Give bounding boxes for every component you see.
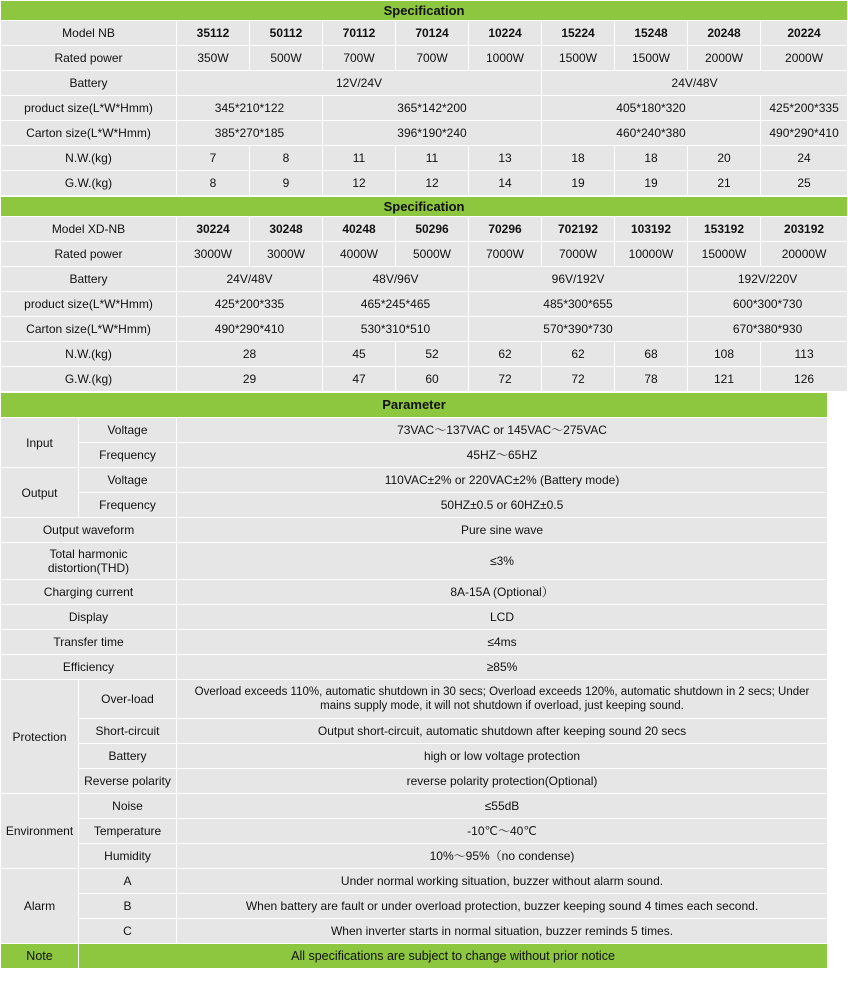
row-label: Battery bbox=[1, 71, 177, 96]
row-label: Carton size(L*W*Hmm) bbox=[1, 317, 177, 342]
table-row bbox=[1, 744, 828, 769]
value-cell: 50HZ±0.5 or 60HZ±0.5 bbox=[177, 493, 828, 518]
value-cell: ≤55dB bbox=[177, 794, 828, 819]
nw-cell: 62 bbox=[469, 342, 542, 367]
value-cell: Overload exceeds 110%, automatic shutdown in 30 secs; Overload exceeds 120%, automatic shutdown in 2 secs; Under mains supply mode, it will not shutdown if overload, just keeping sound. bbox=[177, 680, 828, 719]
gw-cell: 12 bbox=[396, 171, 469, 196]
row-label: Short-circuit bbox=[79, 719, 177, 744]
table-row bbox=[1, 468, 828, 493]
row-label: Total harmonic distortion(THD) bbox=[1, 543, 177, 580]
gw-cell: 29 bbox=[177, 367, 323, 392]
value-cell: 73VAC～137VAC or 145VAC～275VAC bbox=[177, 418, 828, 443]
parameter-title: Parameter bbox=[1, 393, 828, 418]
value-cell: reverse polarity protection(Optional) bbox=[177, 769, 828, 794]
spec-title: Specification bbox=[1, 1, 848, 21]
table-row bbox=[1, 869, 828, 894]
value-cell: LCD bbox=[177, 605, 828, 630]
model-cell: 702192 bbox=[542, 217, 615, 242]
size-cell: 405*180*320 bbox=[542, 96, 761, 121]
carton-cell: 490*290*410 bbox=[177, 317, 323, 342]
group-label-alarm: Alarm bbox=[1, 869, 79, 944]
nw-cell: 11 bbox=[396, 146, 469, 171]
table-row bbox=[1, 655, 828, 680]
gw-cell: 25 bbox=[761, 171, 848, 196]
carton-cell: 570*390*730 bbox=[469, 317, 688, 342]
nw-cell: 68 bbox=[615, 342, 688, 367]
table-row bbox=[1, 367, 848, 392]
row-label: Frequency bbox=[79, 443, 177, 468]
value-cell: Pure sine wave bbox=[177, 518, 828, 543]
row-label: Transfer time bbox=[1, 630, 177, 655]
size-cell: 485*300*655 bbox=[469, 292, 688, 317]
value-cell: 110VAC±2% or 220VAC±2% (Battery mode) bbox=[177, 468, 828, 493]
row-label: Output waveform bbox=[1, 518, 177, 543]
size-cell: 425*200*335 bbox=[761, 96, 848, 121]
value-cell: 45HZ～65HZ bbox=[177, 443, 828, 468]
nw-cell: 7 bbox=[177, 146, 250, 171]
gw-cell: 12 bbox=[323, 171, 396, 196]
table-row bbox=[1, 719, 828, 744]
row-label: Over-load bbox=[79, 680, 177, 719]
table-row bbox=[1, 267, 848, 292]
table-row bbox=[1, 894, 828, 919]
row-label: Temperature bbox=[79, 819, 177, 844]
battery-cell: 24V/48V bbox=[177, 267, 323, 292]
battery-cell: 48V/96V bbox=[323, 267, 469, 292]
model-cell: 20248 bbox=[688, 21, 761, 46]
table-row bbox=[1, 242, 848, 267]
table-row bbox=[1, 121, 848, 146]
size-cell: 425*200*335 bbox=[177, 292, 323, 317]
power-cell: 3000W bbox=[250, 242, 323, 267]
table-row bbox=[1, 580, 828, 605]
nw-cell: 62 bbox=[542, 342, 615, 367]
power-cell: 700W bbox=[323, 46, 396, 71]
group-label-input: Input bbox=[1, 418, 79, 468]
row-label: Frequency bbox=[79, 493, 177, 518]
model-cell: 10224 bbox=[469, 21, 542, 46]
table-row bbox=[1, 71, 848, 96]
model-cell: 15224 bbox=[542, 21, 615, 46]
battery-cell: 192V/220V bbox=[688, 267, 848, 292]
size-cell: 465*245*465 bbox=[323, 292, 469, 317]
value-cell: Output short-circuit, automatic shutdown after keeping sound 20 secs bbox=[177, 719, 828, 744]
row-label: Carton size(L*W*Hmm) bbox=[1, 121, 177, 146]
model-cell: 40248 bbox=[323, 217, 396, 242]
row-label: Noise bbox=[79, 794, 177, 819]
gw-cell: 60 bbox=[396, 367, 469, 392]
model-cell: 30248 bbox=[250, 217, 323, 242]
row-label: product size(L*W*Hmm) bbox=[1, 292, 177, 317]
nw-cell: 45 bbox=[323, 342, 396, 367]
nw-cell: 13 bbox=[469, 146, 542, 171]
battery-cell: 24V/48V bbox=[542, 71, 848, 96]
gw-cell: 21 bbox=[688, 171, 761, 196]
nw-cell: 18 bbox=[542, 146, 615, 171]
model-cell: 20224 bbox=[761, 21, 848, 46]
power-cell: 1500W bbox=[615, 46, 688, 71]
nw-cell: 11 bbox=[323, 146, 396, 171]
row-label: G.W.(kg) bbox=[1, 171, 177, 196]
carton-cell: 670*380*930 bbox=[688, 317, 848, 342]
power-cell: 2000W bbox=[688, 46, 761, 71]
row-label: Rated power bbox=[1, 242, 177, 267]
row-label: B bbox=[79, 894, 177, 919]
group-label-protection: Protection bbox=[1, 680, 79, 794]
spec-title: Specification bbox=[1, 197, 848, 217]
row-label: A bbox=[79, 869, 177, 894]
gw-cell: 47 bbox=[323, 367, 396, 392]
table-row bbox=[1, 21, 848, 46]
model-cell: 70296 bbox=[469, 217, 542, 242]
row-label: N.W.(kg) bbox=[1, 146, 177, 171]
table-row bbox=[1, 317, 848, 342]
power-cell: 5000W bbox=[396, 242, 469, 267]
power-cell: 4000W bbox=[323, 242, 396, 267]
value-cell: 8A-15A (Optional） bbox=[177, 580, 828, 605]
row-label: product size(L*W*Hmm) bbox=[1, 96, 177, 121]
carton-cell: 530*310*510 bbox=[323, 317, 469, 342]
value-cell: ≥85% bbox=[177, 655, 828, 680]
value-cell: high or low voltage protection bbox=[177, 744, 828, 769]
value-cell: Under normal working situation, buzzer without alarm sound. bbox=[177, 869, 828, 894]
table-row bbox=[1, 292, 848, 317]
row-label: Battery bbox=[79, 744, 177, 769]
nw-cell: 24 bbox=[761, 146, 848, 171]
value-cell: When inverter starts in normal situation, buzzer reminds 5 times. bbox=[177, 919, 828, 944]
size-cell: 600*300*730 bbox=[688, 292, 848, 317]
carton-cell: 385*270*185 bbox=[177, 121, 323, 146]
model-cell: 103192 bbox=[615, 217, 688, 242]
nw-cell: 113 bbox=[761, 342, 848, 367]
power-cell: 1000W bbox=[469, 46, 542, 71]
table-row bbox=[1, 944, 828, 969]
power-cell: 20000W bbox=[761, 242, 848, 267]
gw-cell: 19 bbox=[542, 171, 615, 196]
carton-cell: 460*240*380 bbox=[542, 121, 761, 146]
value-cell: ≤4ms bbox=[177, 630, 828, 655]
power-cell: 7000W bbox=[469, 242, 542, 267]
model-cell: 70124 bbox=[396, 21, 469, 46]
model-cell: 50296 bbox=[396, 217, 469, 242]
table-row bbox=[1, 493, 828, 518]
power-cell: 15000W bbox=[688, 242, 761, 267]
group-label-output: Output bbox=[1, 468, 79, 518]
power-cell: 500W bbox=[250, 46, 323, 71]
group-label-environment: Environment bbox=[1, 794, 79, 869]
row-label: Voltage bbox=[79, 418, 177, 443]
table-row bbox=[1, 680, 828, 719]
model-cell: 35112 bbox=[177, 21, 250, 46]
model-cell: 203192 bbox=[761, 217, 848, 242]
power-cell: 2000W bbox=[761, 46, 848, 71]
size-cell: 345*210*122 bbox=[177, 96, 323, 121]
table-row bbox=[1, 605, 828, 630]
row-label: Battery bbox=[1, 267, 177, 292]
model-cell: 50112 bbox=[250, 21, 323, 46]
table-row bbox=[1, 96, 848, 121]
gw-cell: 126 bbox=[761, 367, 848, 392]
table-row bbox=[1, 342, 848, 367]
table-row bbox=[1, 844, 828, 869]
value-cell: -10℃～40℃ bbox=[177, 819, 828, 844]
carton-cell: 396*190*240 bbox=[323, 121, 542, 146]
row-label: Display bbox=[1, 605, 177, 630]
table-row bbox=[1, 46, 848, 71]
row-label: Model XD-NB bbox=[1, 217, 177, 242]
table-row bbox=[1, 518, 828, 543]
row-label: Model NB bbox=[1, 21, 177, 46]
model-cell: 15248 bbox=[615, 21, 688, 46]
model-cell: 70112 bbox=[323, 21, 396, 46]
gw-cell: 19 bbox=[615, 171, 688, 196]
gw-cell: 72 bbox=[469, 367, 542, 392]
gw-cell: 72 bbox=[542, 367, 615, 392]
gw-cell: 78 bbox=[615, 367, 688, 392]
row-label: G.W.(kg) bbox=[1, 367, 177, 392]
nw-cell: 20 bbox=[688, 146, 761, 171]
spec-table-nb bbox=[0, 0, 848, 196]
value-cell: 10%～95%（no condense) bbox=[177, 844, 828, 869]
power-cell: 1500W bbox=[542, 46, 615, 71]
row-label: Charging current bbox=[1, 580, 177, 605]
value-cell: ≤3% bbox=[177, 543, 828, 580]
parameter-table bbox=[0, 392, 828, 969]
note-value: All specifications are subject to change without prior notice bbox=[79, 944, 828, 969]
row-label: Efficiency bbox=[1, 655, 177, 680]
model-cell: 30224 bbox=[177, 217, 250, 242]
row-label: Humidity bbox=[79, 844, 177, 869]
power-cell: 7000W bbox=[542, 242, 615, 267]
table-row bbox=[1, 819, 828, 844]
nw-cell: 52 bbox=[396, 342, 469, 367]
gw-cell: 14 bbox=[469, 171, 542, 196]
table-row bbox=[1, 794, 828, 819]
size-cell: 365*142*200 bbox=[323, 96, 542, 121]
nw-cell: 18 bbox=[615, 146, 688, 171]
row-label: Voltage bbox=[79, 468, 177, 493]
value-cell: When battery are fault or under overload protection, buzzer keeping sound 4 times each second. bbox=[177, 894, 828, 919]
power-cell: 3000W bbox=[177, 242, 250, 267]
note-label: Note bbox=[1, 944, 79, 969]
power-cell: 10000W bbox=[615, 242, 688, 267]
row-label: C bbox=[79, 919, 177, 944]
table-row bbox=[1, 171, 848, 196]
nw-cell: 8 bbox=[250, 146, 323, 171]
table-row bbox=[1, 919, 828, 944]
gw-cell: 121 bbox=[688, 367, 761, 392]
table-row bbox=[1, 769, 828, 794]
row-label: N.W.(kg) bbox=[1, 342, 177, 367]
table-row bbox=[1, 146, 848, 171]
gw-cell: 9 bbox=[250, 171, 323, 196]
row-label: Rated power bbox=[1, 46, 177, 71]
power-cell: 700W bbox=[396, 46, 469, 71]
battery-cell: 12V/24V bbox=[177, 71, 542, 96]
gw-cell: 8 bbox=[177, 171, 250, 196]
model-cell: 153192 bbox=[688, 217, 761, 242]
power-cell: 350W bbox=[177, 46, 250, 71]
table-row bbox=[1, 543, 828, 580]
table-row bbox=[1, 443, 828, 468]
table-row bbox=[1, 418, 828, 443]
table-row bbox=[1, 217, 848, 242]
nw-cell: 28 bbox=[177, 342, 323, 367]
nw-cell: 108 bbox=[688, 342, 761, 367]
carton-cell: 490*290*410 bbox=[761, 121, 848, 146]
table-row bbox=[1, 630, 828, 655]
row-label: Reverse polarity bbox=[79, 769, 177, 794]
spec-table-xd-nb bbox=[0, 196, 848, 392]
battery-cell: 96V/192V bbox=[469, 267, 688, 292]
